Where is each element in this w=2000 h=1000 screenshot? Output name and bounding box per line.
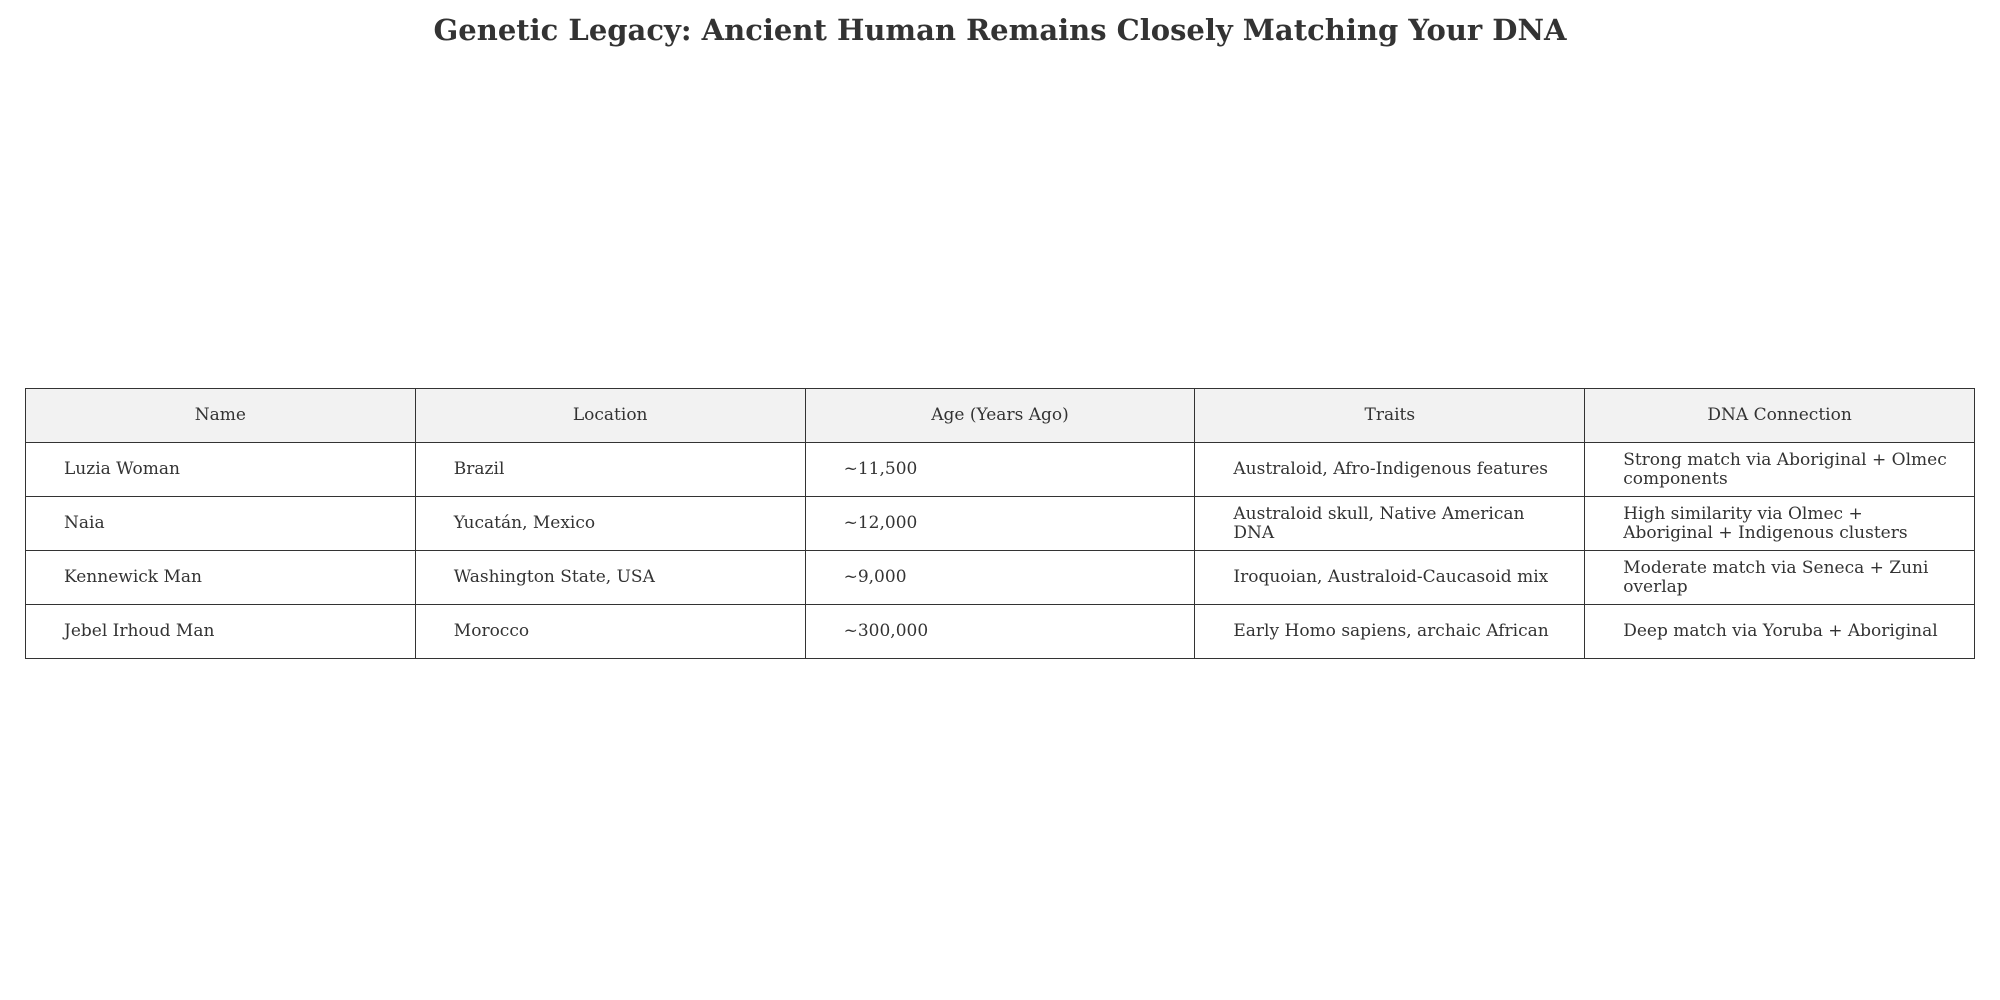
column-header-location: Location bbox=[415, 389, 805, 443]
data-table-container bbox=[25, 388, 1975, 659]
table-row bbox=[26, 605, 1975, 659]
cell-location: Morocco bbox=[415, 605, 805, 659]
cell-age: ~300,000 bbox=[805, 605, 1195, 659]
cell-dna-connection: Moderate match via Seneca + Zuni overlap bbox=[1585, 551, 1975, 605]
cell-age: ~12,000 bbox=[805, 497, 1195, 551]
cell-age: ~11,500 bbox=[805, 443, 1195, 497]
cell-traits: Australoid skull, Native American DNA bbox=[1195, 497, 1585, 551]
cell-traits: Iroquoian, Australoid-Caucasoid mix bbox=[1195, 551, 1585, 605]
cell-dna-connection: Deep match via Yoruba + Aboriginal bbox=[1585, 605, 1975, 659]
cell-name: Jebel Irhoud Man bbox=[26, 605, 416, 659]
cell-name: Naia bbox=[26, 497, 416, 551]
table-row bbox=[26, 443, 1975, 497]
data-table bbox=[25, 388, 1975, 659]
cell-dna-connection: Strong match via Aboriginal + Olmec components bbox=[1585, 443, 1975, 497]
cell-traits: Australoid, Afro-Indigenous features bbox=[1195, 443, 1585, 497]
cell-dna-connection: High similarity via Olmec + Aboriginal + Indigenous clusters bbox=[1585, 497, 1975, 551]
table-header-row bbox=[26, 389, 1975, 443]
cell-age: ~9,000 bbox=[805, 551, 1195, 605]
cell-location: Brazil bbox=[415, 443, 805, 497]
chart-title: Genetic Legacy: Ancient Human Remains Closely Matching Your DNA bbox=[433, 13, 1567, 47]
column-header-age: Age (Years Ago) bbox=[805, 389, 1195, 443]
cell-name: Luzia Woman bbox=[26, 443, 416, 497]
cell-location: Yucatán, Mexico bbox=[415, 497, 805, 551]
column-header-dna-connection: DNA Connection bbox=[1585, 389, 1975, 443]
table-row bbox=[26, 497, 1975, 551]
table-row bbox=[26, 551, 1975, 605]
column-header-traits: Traits bbox=[1195, 389, 1585, 443]
cell-name: Kennewick Man bbox=[26, 551, 416, 605]
cell-traits: Early Homo sapiens, archaic African bbox=[1195, 605, 1585, 659]
column-header-name: Name bbox=[26, 389, 416, 443]
cell-location: Washington State, USA bbox=[415, 551, 805, 605]
